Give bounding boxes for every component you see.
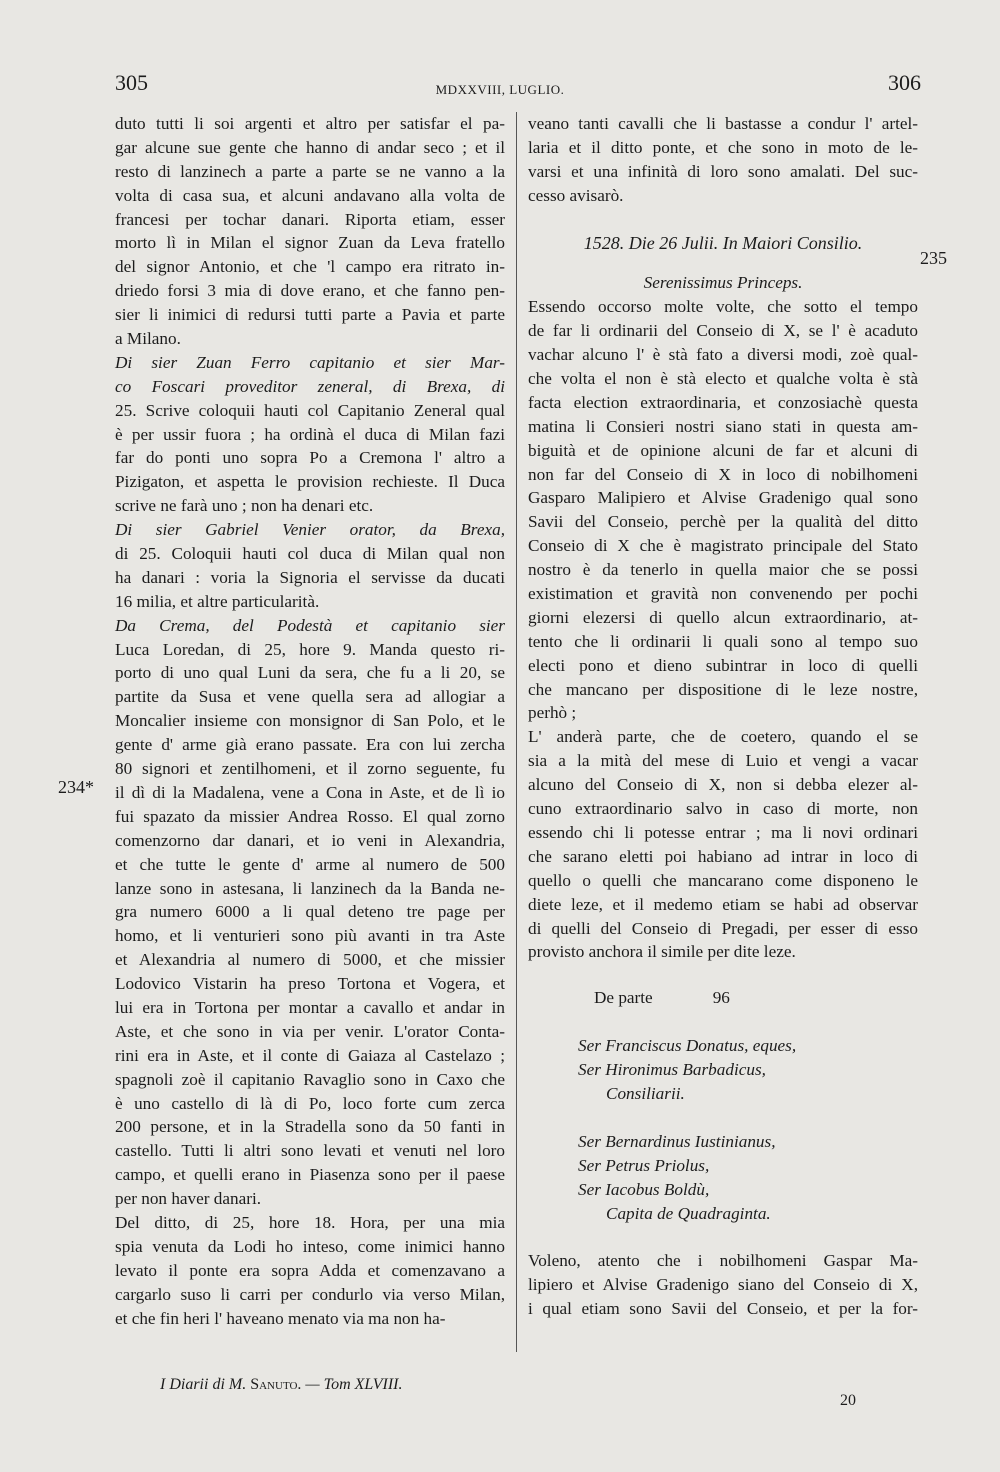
- text-line: Ser Iacobus Boldù,: [578, 1179, 710, 1199]
- text-line: Ser Petrus Priolus,: [578, 1155, 710, 1175]
- text-line: quello o quelli che mancarano come disponeno le: [528, 870, 918, 890]
- text-line: essendo chi li potesse entrar ; ma li novi ordinari: [528, 822, 918, 842]
- text-line: Moncalier insieme con monsignor di San Polo, et le: [115, 711, 505, 731]
- text-line: a Milano.: [115, 329, 181, 349]
- text-line: lanze sono in astesana, li lanzinech da la Banda ne-: [115, 878, 505, 898]
- text-line: che volta el non è stà electo et qualche volta è stà: [528, 369, 918, 389]
- text-line: di quelli del Conseio di Pregadi, per esser di esso: [528, 918, 918, 938]
- left-column: [115, 112, 505, 1330]
- text-line: che mancano per dispositione di le leze nostre,: [528, 679, 918, 699]
- text-line: lipiero et Alvise Gradenigo siano del Conseio di X,: [528, 1275, 918, 1295]
- text-line: di 25. Coloquii hauti col duca di Milan qual non: [115, 544, 505, 564]
- text-line: levato il ponte era sopra Adda et comenzavano a: [115, 1260, 505, 1280]
- signature-mark: 20: [840, 1392, 856, 1409]
- text-line: perhò ;: [528, 703, 577, 723]
- text-line: de far li ordinarii del Conseio di X, se l' è acaduto: [528, 321, 918, 341]
- right-column: [528, 112, 918, 1321]
- text-line: porto di uno qual Luni da sera, che fu a li 20, se: [115, 663, 505, 683]
- right-page-number: 306: [888, 70, 921, 95]
- text-line: Savii del Conseio, perchè per la qualità del ditto: [528, 512, 918, 532]
- text-line: Consiliarii.: [606, 1083, 685, 1103]
- text-line: Di sier Gabriel Venier orator, da Brexa,: [115, 520, 505, 540]
- text-line: castello. Tutti li altri sono levati et venuti nel loro: [115, 1141, 505, 1161]
- text-line: resto di lanzinech a parte a parte se ne vanno a la: [115, 161, 505, 181]
- text-line: driedo forsi 3 mia di dove erano, et che fanno pen-: [115, 281, 505, 301]
- vote-label: De parte: [594, 988, 653, 1008]
- text-line: diete leze, et il medemo etiam se habi ad observar: [528, 894, 918, 914]
- page-footer: [160, 1376, 402, 1394]
- text-line: Lodovico Vistarin ha preso Tortona et Vogera, et: [115, 974, 505, 994]
- text-line: sia a la mità del mese di Luio et vengi a vacar: [528, 751, 918, 771]
- text-line: Di sier Zuan Ferro capitanio et sier Mar-: [115, 352, 505, 372]
- text-line: 200 persone, et in la Stradella sono da 50 fanti in: [115, 1117, 505, 1137]
- text-line: et che fin heri l' haveano menato via ma non ha-: [115, 1308, 446, 1328]
- text-line: Aste, et che sono in via per venir. L'orator Conta-: [115, 1021, 505, 1041]
- text-line: morto lì in Milan el signor Zuan da Leva fratello: [115, 233, 505, 253]
- text-line: Essendo occorso molte volte, che sotto el tempo: [528, 297, 918, 317]
- text-line: veano tanti cavalli che li bastasse a condur l' artel-: [528, 114, 918, 133]
- text-line: è per ussir fuora ; ha ordinà el duca di Milan fazi: [115, 424, 505, 444]
- footer-author: Sanuto.: [250, 1376, 302, 1393]
- running-title: MDXXVIII, LUGLIO.: [435, 82, 565, 97]
- text-line: volta di casa sua, et alcuni andavano alla volta de: [115, 185, 505, 205]
- text-line: matina li Consieri nostri siano stati in questa am-: [528, 416, 918, 436]
- signers-capita: [528, 1130, 918, 1226]
- text-line: del signor Antonio, et che 'l campo era ritrato in-: [115, 257, 505, 277]
- text-line: è uno castello di là di Po, loco forte cum zerca: [115, 1093, 505, 1113]
- text-line: alcuno del Conseio di X, non si debba elezer al-: [528, 775, 918, 795]
- left-margin-number: 234*: [58, 777, 94, 797]
- text-line: Ser Franciscus Donatus, eques,: [578, 1036, 797, 1056]
- text-line: gente d' arme già erano passate. Era con lui zercha: [115, 735, 505, 755]
- decree-text: [528, 295, 918, 964]
- text-line: facta election extraordinaria, et conzosiachè questa: [528, 392, 918, 412]
- text-line: comenzorno dar danari, et io veni in Alexandria,: [115, 830, 505, 850]
- signers-consiliarii: [528, 1034, 918, 1106]
- text-line: ha danari : voria la Signoria el servisse da ducati: [115, 567, 505, 587]
- text-line: gra numero 6000 a li qual deteno tre page per: [115, 902, 505, 922]
- text-line: Pizigaton, et aspetta le provision rechieste. Il Duca: [115, 472, 505, 492]
- text-line: che sarano eletti poi habiano ad intrar in loco di: [528, 846, 918, 866]
- footer-series: I Diarii di M.: [160, 1376, 251, 1393]
- text-line: laria et il ditto ponte, et che sono in moto de le-: [528, 137, 918, 157]
- text-line: Del ditto, di 25, hore 18. Hora, per una mia: [115, 1212, 505, 1232]
- closing-text: [528, 1249, 918, 1321]
- text-line: per non haver danari.: [115, 1189, 262, 1209]
- text-line: 80 signori et zentilhomeni, et il zorno seguente, fu: [115, 759, 505, 779]
- text-line: vachar alcuno l' è stà fato a diversi modi, zoè qual-: [528, 345, 918, 365]
- text-line: fui spazato da missier Andrea Rosso. El qual zorno: [115, 806, 505, 826]
- text-line: Voleno, atento che i nobilhomeni Gaspar Ma-: [528, 1251, 918, 1271]
- session-subheading: Serenissimus Princeps.: [643, 273, 803, 293]
- text-line: cesso avisarò.: [528, 185, 624, 205]
- text-line: Da Crema, del Podestà et capitanio sier: [115, 615, 505, 635]
- session-heading: 1528. Die 26 Julii. In Maiori Consilio.: [583, 232, 863, 253]
- text-line: campo, et quelli erano in Piasenza sono per il paese: [115, 1165, 505, 1185]
- text-line: provisto anchora il simile per dite leze.: [528, 942, 796, 962]
- text-line: i qual etiam sono Savii del Conseio, et per la for-: [528, 1299, 918, 1319]
- text-line: Capita de Quadraginta.: [606, 1203, 771, 1223]
- text-line: co Foscari proveditor zeneral, di Brexa, di: [115, 376, 505, 396]
- text-line: et che tutte le gente d' arme al numero de 500: [115, 854, 505, 874]
- vote-line: [528, 986, 918, 1010]
- text-line: biguità et de opinione alcuni de far et alcuni di: [528, 440, 918, 460]
- text-line: Gasparo Malipiero et Alvise Gradenigo qual sono: [528, 488, 918, 508]
- text-line: tento che li ordinarii li quali sono al tempo suo: [528, 631, 918, 651]
- text-line: non far del Conseio di X in loco di nobilhomeni: [528, 464, 918, 484]
- text-line: spia venuta da Lodi ho inteso, come inimici hanno: [115, 1236, 505, 1256]
- text-line: gar alcune sue gente che hanno di andar seco ; et il: [115, 137, 505, 157]
- text-line: nostro è da tenerlo in quella maior che se possi: [528, 560, 918, 580]
- text-line: il dì di la Madalena, vene a Cona in Aste, et de lì io: [115, 782, 505, 802]
- footer-volume: — Tom XLVIII.: [301, 1376, 403, 1393]
- text-line: et Alexandria al numero di 5000, et che missier: [115, 950, 505, 970]
- text-line: 25. Scrive coloquii hauti col Capitanio Zeneral qual: [115, 400, 505, 420]
- text-line: francesi per tochar danari. Riporta etiam, esser: [115, 209, 505, 229]
- vote-count: 96: [712, 988, 730, 1008]
- column-divider: [516, 112, 517, 1352]
- text-line: partite da Susa et vene quella sera ad allogiar a: [115, 687, 505, 707]
- text-line: 16 milia, et altre particularità.: [115, 591, 320, 611]
- text-line: L' anderà parte, che de coetero, quando el se: [528, 727, 918, 747]
- text-line: lui era in Tortona per montar a cavallo et andar in: [115, 997, 505, 1017]
- text-line: Conseio di X che è magistrato principale del Stato: [528, 536, 918, 556]
- text-line: duto tutti li soi argenti et altro per satisfar el pa-: [115, 114, 505, 133]
- left-page-number: 305: [115, 70, 148, 95]
- text-line: rini era in Aste, et il conte di Gaiaza al Castelazo ;: [115, 1045, 505, 1065]
- text-line: electi pono et dieno subintrar in loco di quelli: [528, 655, 918, 675]
- text-line: Ser Hironimus Barbadicus,: [578, 1060, 766, 1080]
- text-line: cuno extraordinario salvo in caso di morte, non: [528, 799, 918, 819]
- text-line: homo, et li venturieri sono più avanti in tra Aste: [115, 926, 505, 946]
- text-line: sier li inimici di redursi tutti parte a Pavia et parte: [115, 305, 505, 325]
- text-line: far do ponti uno sopra Po a Cremona l' altro a: [115, 448, 505, 468]
- text-line: scrive ne farà uno ; non ha denari etc.: [115, 496, 374, 516]
- right-column-top: [528, 112, 918, 208]
- text-line: Ser Bernardinus Iustinianus,: [578, 1131, 776, 1151]
- text-line: giorni elezersi di quello alcun extraordinario, at-: [528, 607, 918, 627]
- text-line: spagnoli zoè il capitanio Ravaglio sono in Caxo che: [115, 1069, 505, 1089]
- text-line: Luca Loredan, di 25, hore 9. Manda questo ri-: [115, 639, 505, 659]
- text-line: varsi et una infinità di loro sono amalati. Del suc-: [528, 161, 918, 181]
- text-line: existimation et gravità non convenendo per pochi: [528, 584, 918, 604]
- text-line: cargarlo suso li carri per condurlo via verso Milan,: [115, 1284, 505, 1304]
- right-margin-number: 235: [920, 248, 947, 268]
